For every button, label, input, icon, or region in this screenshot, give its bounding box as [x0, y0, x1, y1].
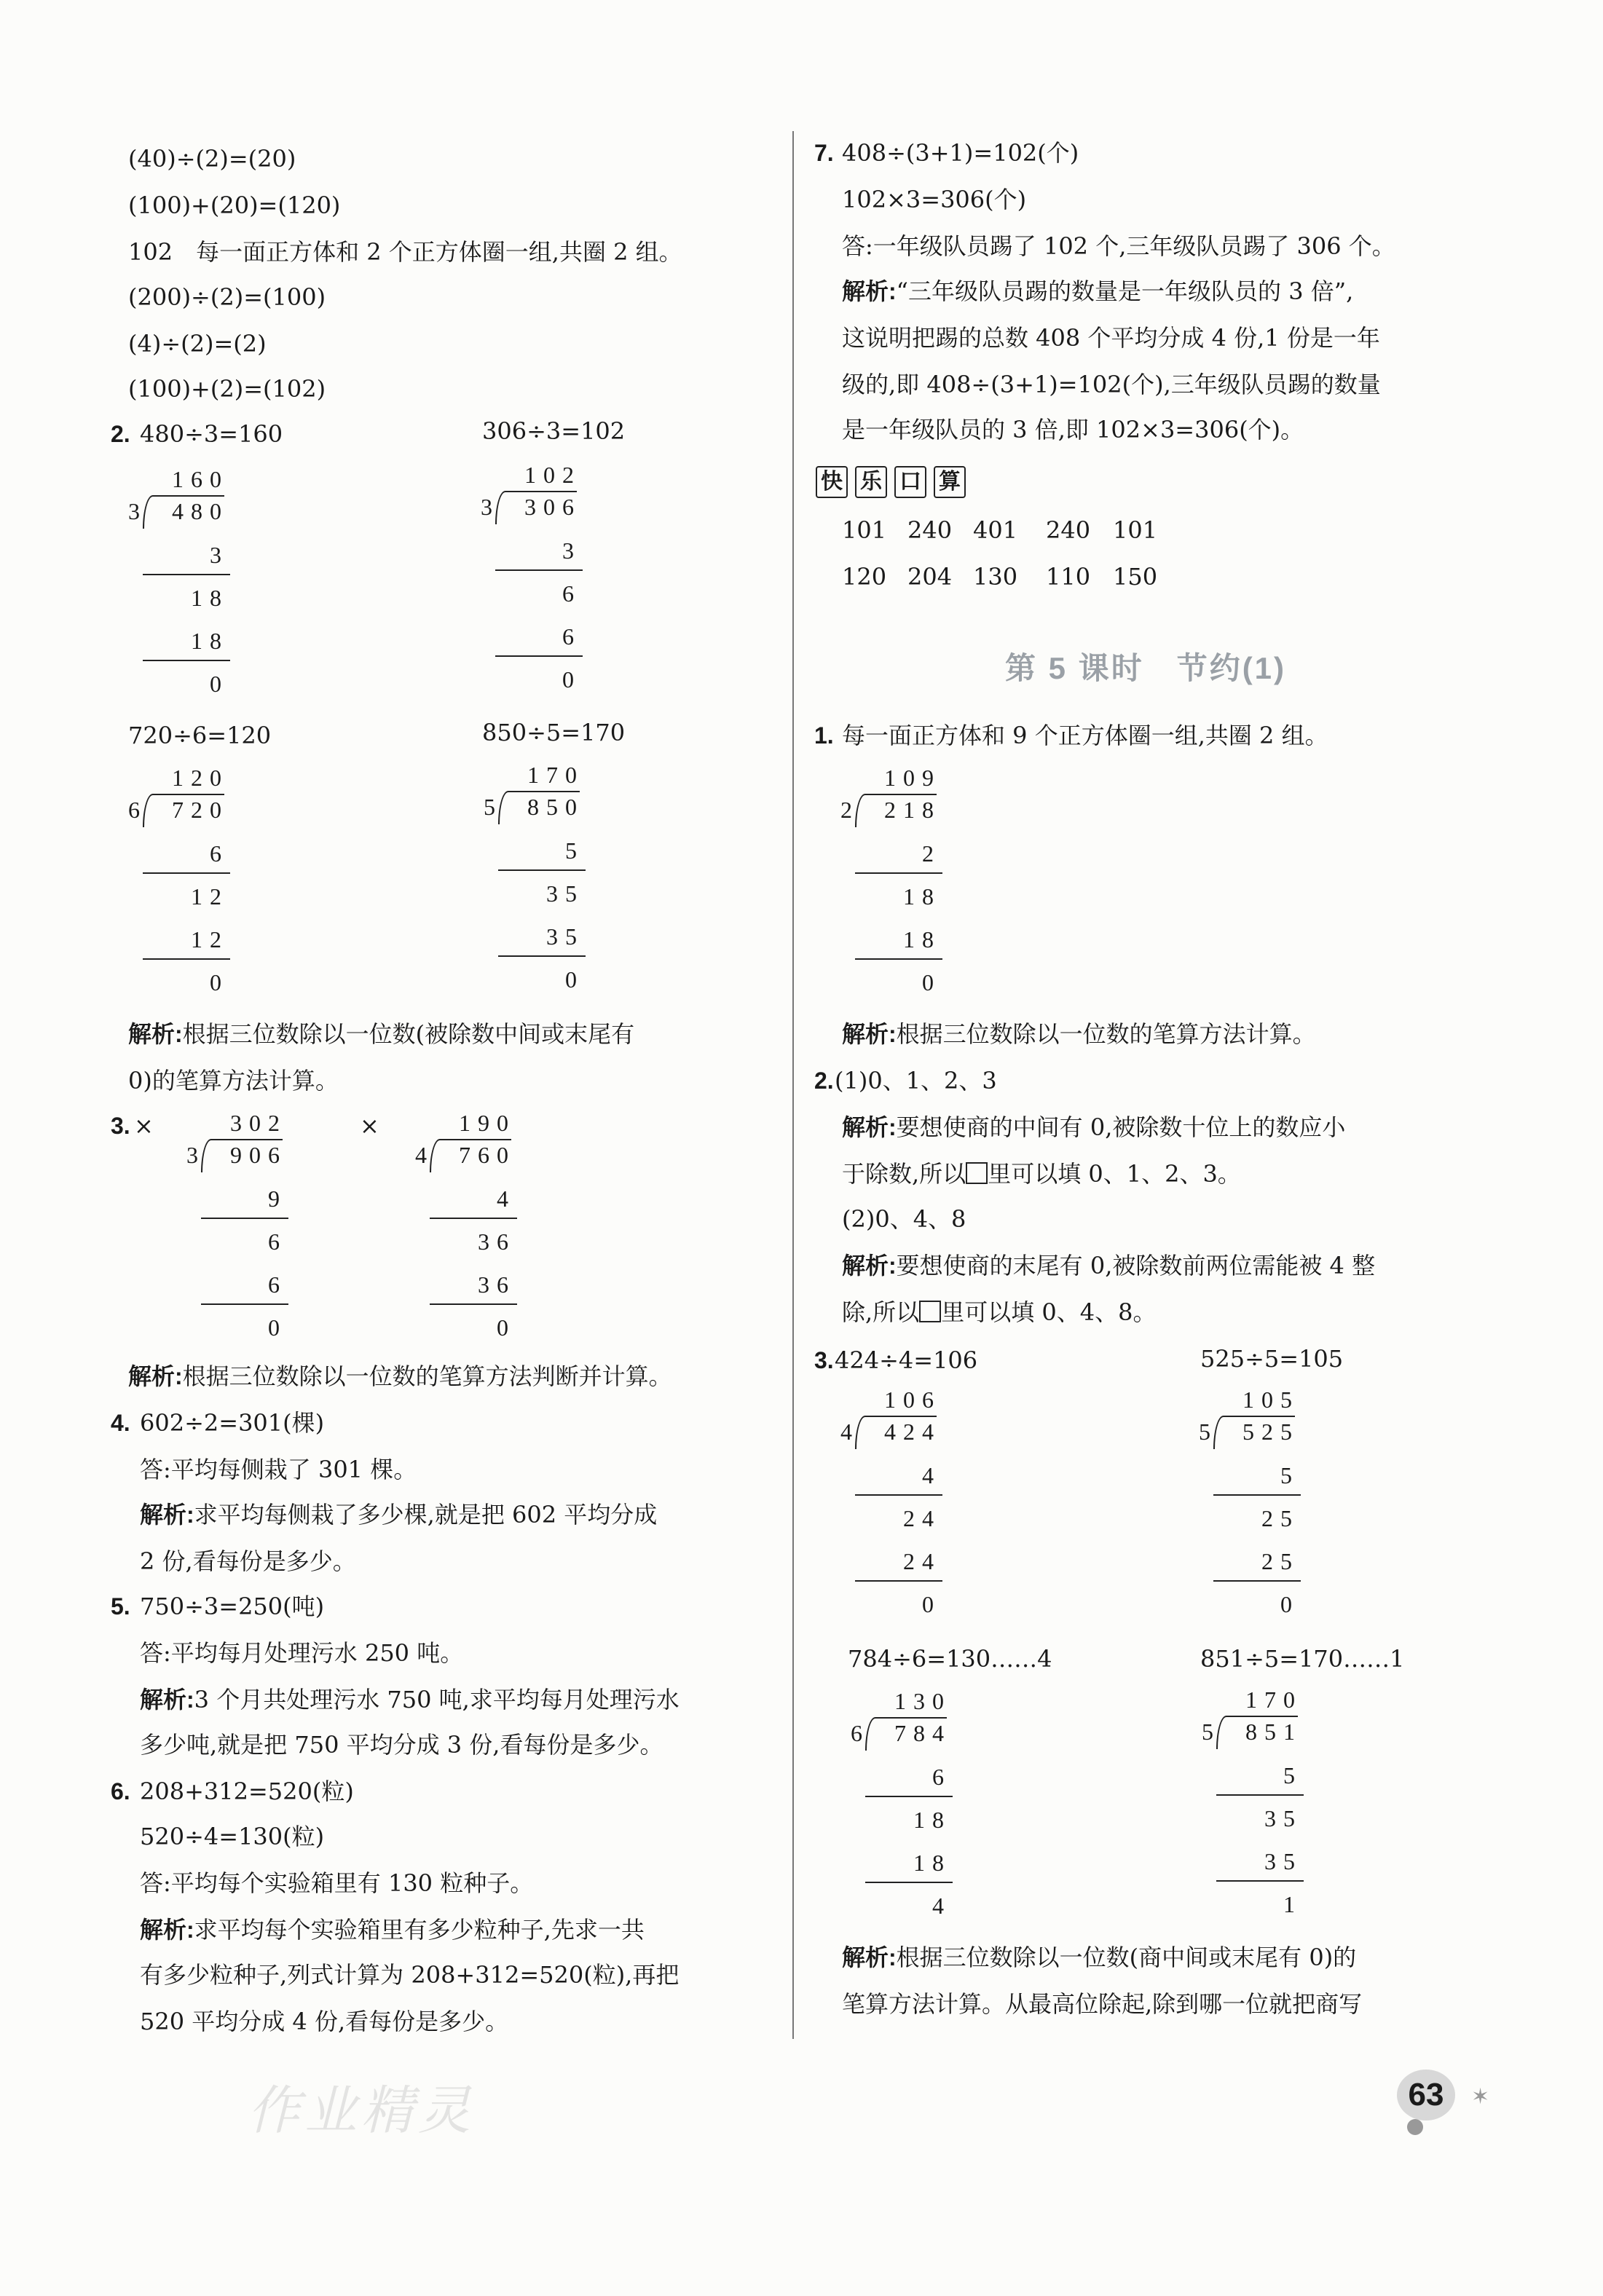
s3-equation-1: 424÷4=106	[835, 1346, 978, 1374]
q3-analysis	[128, 1362, 672, 1390]
s3-analysis-1	[842, 1946, 1356, 1969]
division-quotient: 170	[527, 762, 584, 788]
kl-char: 口	[894, 466, 926, 498]
division-dividend: 906	[230, 1142, 287, 1168]
analysis-text: “三年级队员踢的数量是一年级队员的 3 倍”,	[896, 277, 1354, 305]
q2-number: 2.	[111, 421, 130, 447]
division-step: 5	[565, 837, 584, 864]
division-divisor: 5	[1202, 1719, 1213, 1745]
analysis-label: 解析:	[128, 1363, 183, 1389]
q6-answer: 答:平均每个实验箱里有 130 粒种子。	[140, 1869, 534, 1897]
kl-char: 算	[934, 466, 966, 498]
division-rule	[143, 872, 230, 874]
long-division	[128, 466, 245, 728]
q6-analysis-3: 520 平均分成 4 份,看每份是多少。	[140, 2008, 509, 2035]
division-divisor: 5	[484, 794, 495, 820]
division-step: 0	[565, 966, 584, 993]
q7-equation-2: 102×3=306(个)	[842, 186, 1027, 213]
kousuan-value: 120	[842, 563, 887, 591]
division-rule	[498, 869, 586, 871]
division-rule	[498, 955, 586, 957]
analysis-label: 解析:	[140, 1687, 194, 1713]
s3-number: 3.	[814, 1347, 834, 1373]
kousuan-value: 401	[973, 516, 1018, 544]
division-rule	[855, 1580, 942, 1582]
s2-analysis-2a	[842, 1254, 1375, 1277]
division-step: 3	[210, 542, 229, 568]
kousuan-value: 204	[907, 563, 953, 591]
division-rule	[201, 1218, 288, 1219]
long-division	[851, 1688, 967, 1950]
division-step: 0	[497, 1314, 516, 1341]
analysis-text: 要想使商的末尾有 0,被除数前两位需能被 4 整	[896, 1252, 1376, 1279]
division-rule	[865, 1882, 953, 1883]
division-dividend: 218	[884, 797, 941, 823]
division-step: 12	[191, 926, 229, 952]
q4-answer: 答:平均每侧栽了 301 棵。	[140, 1456, 417, 1483]
section-title: 第 5 课时 节约(1)	[1005, 651, 1287, 685]
division-dividend: 424	[884, 1419, 941, 1445]
q7-analysis-4: 是一年级队员的 3 倍,即 102×3=306(个)。	[842, 416, 1304, 443]
division-step: 18	[191, 585, 229, 611]
division-quotient: 105	[1242, 1386, 1299, 1413]
division-divisor: 5	[1199, 1419, 1210, 1445]
line-3: 102 每一面正方体和 2 个正方体圈一组,共圈 2 组。	[128, 238, 682, 266]
division-quotient: 190	[459, 1110, 516, 1136]
long-division	[1202, 1687, 1318, 1949]
q5-equation: 750÷3=250(吨)	[140, 1593, 325, 1620]
division-step: 35	[1264, 1805, 1302, 1831]
q4-number: 4.	[111, 1410, 130, 1436]
long-division	[1199, 1386, 1315, 1649]
q7-analysis-3: 级的,即 408÷(3+1)=102(个),三年级队员踢的数量	[842, 371, 1381, 398]
division-step: 18	[913, 1807, 951, 1833]
blank-box-icon	[966, 1162, 988, 1184]
line-6: (100)+(2)=(102)	[128, 375, 326, 403]
division-rule	[855, 1494, 942, 1496]
division-rule	[1213, 1580, 1301, 1582]
analysis-text: 根据三位数除以一位数(商中间或末尾有 0)的	[896, 1944, 1357, 1971]
watermark: 作业精灵	[248, 2080, 476, 2141]
q3-wrong-mark-1: ×	[134, 1112, 154, 1140]
division-step: 6	[268, 1271, 287, 1298]
s2-analysis-1a	[842, 1113, 1346, 1141]
division-step: 0	[562, 666, 581, 693]
division-step: 6	[210, 840, 229, 867]
division-step: 24	[903, 1505, 941, 1531]
division-quotient: 302	[230, 1110, 287, 1136]
blank-box-icon	[919, 1301, 941, 1322]
division-quotient: 170	[1245, 1687, 1302, 1713]
division-divisor: 3	[481, 494, 492, 520]
division-step: 25	[1261, 1548, 1299, 1574]
division-step: 24	[903, 1548, 941, 1574]
q7-analysis-2: 这说明把踢的总数 408 个平均分成 4 份,1 份是一年	[842, 324, 1380, 352]
division-dividend: 306	[524, 494, 581, 520]
s1-number: 1.	[814, 722, 834, 749]
kousuan-value: 240	[1046, 516, 1091, 544]
q3-number: 3.	[111, 1113, 130, 1139]
page-number: 63	[1397, 2070, 1455, 2121]
analysis-text: 根据三位数除以一位数的笔算方法判断并计算。	[182, 1362, 672, 1390]
division-dividend: 480	[172, 498, 229, 524]
analysis-text: 里可以填 0、4、8。	[941, 1298, 1157, 1326]
analysis-text: 根据三位数除以一位数的笔算方法计算。	[896, 1020, 1316, 1048]
q5-analysis-1	[140, 1688, 680, 1711]
division-step: 6	[932, 1764, 951, 1790]
q2-analysis-1	[128, 1022, 634, 1046]
kuaile-kousuan-title	[816, 466, 966, 498]
division-step: 2	[922, 840, 941, 867]
division-quotient: 160	[172, 466, 229, 492]
division-divisor: 3	[128, 498, 140, 524]
q4-equation: 602÷2=301(棵)	[140, 1409, 325, 1437]
division-step: 36	[478, 1228, 516, 1255]
analysis-label: 解析:	[842, 1252, 897, 1279]
line-2: (100)+(20)=(120)	[128, 192, 341, 219]
q6-equation-1: 208+312=520(粒)	[140, 1778, 354, 1805]
s2-number: 2.	[814, 1068, 834, 1094]
analysis-label: 解析:	[128, 1021, 183, 1047]
analysis-text: 于除数,所以	[842, 1160, 966, 1188]
division-step: 25	[1261, 1505, 1299, 1531]
analysis-label: 解析:	[842, 278, 897, 304]
star-icon: ✶	[1471, 2084, 1490, 2110]
analysis-text: 要想使商的中间有 0,被除数十位上的数应小	[896, 1113, 1346, 1141]
division-step: 0	[268, 1314, 287, 1341]
q6-analysis-2: 有多少粒种子,列式计算为 208+312=520(粒),再把	[140, 1961, 680, 1989]
division-rule	[1216, 1794, 1304, 1796]
division-rule	[430, 1303, 517, 1305]
division-step: 0	[922, 1591, 941, 1617]
division-step: 12	[191, 883, 229, 910]
division-dividend: 720	[172, 797, 229, 823]
q4-analysis-2: 2 份,看每份是多少。	[140, 1547, 356, 1575]
kousuan-value: 130	[973, 563, 1018, 591]
kousuan-value: 150	[1113, 563, 1158, 591]
division-divisor: 2	[840, 797, 852, 823]
q6-equation-2: 520÷4=130(粒)	[140, 1823, 325, 1850]
division-step: 5	[1280, 1462, 1299, 1488]
long-division	[840, 1386, 957, 1649]
analysis-label: 解析:	[842, 1021, 897, 1047]
division-step: 18	[903, 926, 941, 952]
division-divisor: 6	[128, 797, 140, 823]
division-step: 0	[1280, 1591, 1299, 1617]
line-5: (4)÷(2)=(2)	[128, 330, 267, 358]
division-rule	[143, 574, 230, 575]
division-step: 36	[478, 1271, 516, 1298]
long-division	[415, 1110, 532, 1372]
analysis-text: 3 个月共处理污水 750 吨,求平均每月处理污水	[194, 1686, 680, 1713]
s2-part-2: (2)0、4、8	[842, 1205, 966, 1233]
division-step: 35	[1264, 1848, 1302, 1874]
division-step: 0	[210, 671, 229, 697]
division-step: 5	[1283, 1762, 1302, 1788]
division-divisor: 4	[840, 1419, 852, 1445]
division-step: 4	[922, 1462, 941, 1488]
division-rule	[143, 660, 230, 661]
analysis-label: 解析:	[842, 1114, 897, 1140]
division-step: 35	[546, 880, 584, 907]
division-step: 18	[913, 1850, 951, 1876]
s2-analysis-2b	[842, 1298, 1157, 1326]
division-divisor: 3	[186, 1142, 198, 1168]
long-division	[128, 765, 245, 1027]
s3-equation-3: 784÷6=130……4	[848, 1645, 1052, 1673]
page-dot-icon	[1407, 2119, 1423, 2135]
division-quotient: 109	[884, 765, 941, 791]
q7-answer: 答:一年级队员踢了 102 个,三年级队员踢了 306 个。	[842, 232, 1395, 260]
q5-number: 5.	[111, 1593, 130, 1620]
division-step: 0	[922, 969, 941, 995]
line-4: (200)÷(2)=(100)	[128, 283, 326, 311]
kl-char: 乐	[855, 466, 887, 498]
q2-equation-2: 306÷3=102	[482, 417, 626, 445]
division-quotient: 106	[884, 1386, 941, 1413]
analysis-label: 解析:	[140, 1502, 194, 1528]
q2-equation-3: 720÷6=120	[128, 722, 272, 749]
kousuan-value: 101	[1113, 516, 1158, 544]
s3-equation-2: 525÷5=105	[1200, 1345, 1344, 1373]
division-step: 0	[210, 969, 229, 995]
division-step: 6	[562, 623, 581, 650]
q7-analysis-1	[842, 277, 1354, 305]
division-step: 3	[562, 537, 581, 564]
division-rule	[1216, 1880, 1304, 1882]
division-quotient: 102	[524, 462, 581, 488]
division-rule	[143, 958, 230, 960]
division-quotient: 130	[894, 1688, 951, 1714]
division-rule	[430, 1218, 517, 1219]
division-step: 1	[1283, 1891, 1302, 1917]
s2-part-1: (1)0、1、2、3	[835, 1067, 997, 1094]
kl-char: 快	[816, 466, 848, 498]
division-quotient: 120	[172, 765, 229, 791]
analysis-text: 求平均每侧栽了多少棵,就是把 602 平均分成	[194, 1501, 658, 1528]
division-rule	[201, 1303, 288, 1305]
line-1: (40)÷(2)=(20)	[128, 145, 296, 173]
division-step: 18	[903, 883, 941, 910]
division-rule	[1213, 1494, 1301, 1496]
s3-analysis-2: 笔算方法计算。从最高位除起,除到哪一位就把商写	[842, 1990, 1363, 2018]
s3-equation-4: 851÷5=170……1	[1200, 1645, 1405, 1673]
analysis-text: 根据三位数除以一位数(被除数中间或末尾有	[182, 1020, 635, 1048]
division-dividend: 525	[1242, 1419, 1299, 1445]
division-step: 4	[497, 1186, 516, 1212]
kousuan-value: 101	[842, 516, 887, 544]
division-step: 9	[268, 1186, 287, 1212]
division-rule	[495, 655, 583, 657]
q2-equation-1: 480÷3=160	[140, 420, 283, 448]
division-rule	[855, 872, 942, 874]
long-division	[481, 462, 597, 724]
long-division	[484, 762, 600, 1024]
division-divisor: 6	[851, 1720, 862, 1746]
q2-equation-4: 850÷5=170	[482, 719, 626, 746]
long-division	[186, 1110, 303, 1372]
column-divider	[792, 131, 794, 2039]
kousuan-value: 240	[907, 516, 953, 544]
analysis-text: 里可以填 0、1、2、3。	[988, 1160, 1241, 1188]
analysis-text: 求平均每个实验箱里有多少粒种子,先求一共	[194, 1916, 645, 1944]
division-step: 35	[546, 923, 584, 950]
analysis-label: 解析:	[842, 1944, 897, 1970]
division-divisor: 4	[415, 1142, 427, 1168]
q4-analysis-1	[140, 1503, 657, 1526]
division-step: 4	[932, 1893, 951, 1919]
division-rule	[855, 958, 942, 960]
division-dividend: 850	[527, 794, 584, 820]
q5-answer: 答:平均每月处理污水 250 吨。	[140, 1639, 464, 1667]
s1-text: 每一面正方体和 9 个正方体圈一组,共圈 2 组。	[842, 722, 1328, 749]
long-division	[840, 765, 957, 1027]
q3-wrong-mark-2: ×	[360, 1112, 379, 1140]
q7-number: 7.	[814, 140, 834, 166]
s1-analysis	[842, 1022, 1316, 1046]
analysis-text: 除,所以	[842, 1298, 920, 1326]
q5-analysis-2: 多少吨,就是把 750 平均分成 3 份,看每份是多少。	[140, 1731, 663, 1759]
q6-analysis-1	[140, 1916, 645, 1944]
division-dividend: 851	[1245, 1719, 1302, 1745]
kousuan-value: 110	[1046, 563, 1091, 591]
division-rule	[495, 569, 583, 571]
q7-equation-1: 408÷(3+1)=102(个)	[842, 139, 1079, 167]
division-rule	[865, 1796, 953, 1797]
s2-analysis-1b	[842, 1162, 1241, 1186]
division-step: 18	[191, 628, 229, 654]
division-dividend: 760	[459, 1142, 516, 1168]
q2-analysis-2: 0)的笔算方法计算。	[128, 1067, 339, 1094]
q6-number: 6.	[111, 1778, 130, 1804]
analysis-label: 解析:	[140, 1917, 194, 1943]
division-step: 6	[562, 580, 581, 607]
division-dividend: 784	[894, 1720, 951, 1746]
division-step: 6	[268, 1228, 287, 1255]
